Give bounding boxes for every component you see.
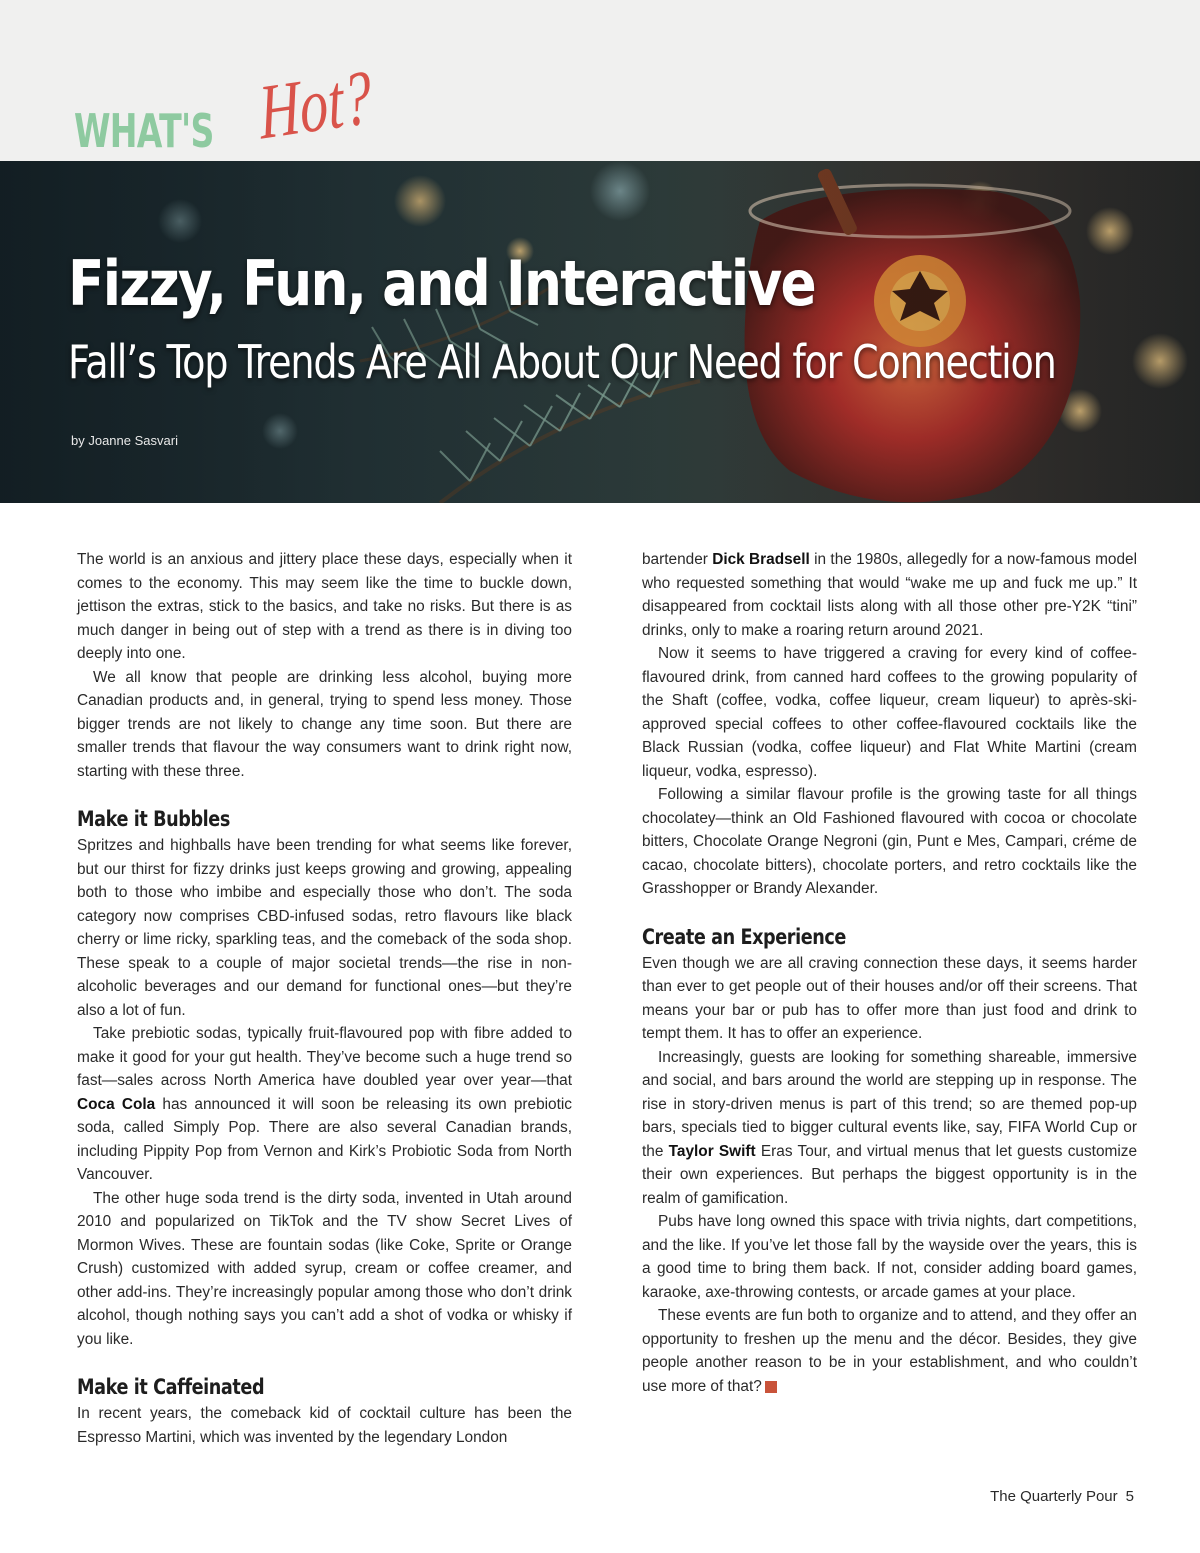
paragraph: Pubs have long owned this space with trivia nights, dart competitions, and the like. If you’ve let those fall by the wayside over the years, this is a good time to bring them back. If not, consider adding board games, karaoke, axe-throwing contests, or arcade games at your place. — [642, 1213, 1137, 1301]
right-column — [642, 548, 1137, 1398]
kicker-hot: Hot? — [256, 52, 375, 156]
paragraph: Take prebiotic sodas, typically fruit-flavoured pop with fibre added to make it good for your gut health. They’ve become such a huge trend so fast—sales across North America have doubled year over year—that Coca Cola has announced it will soon be releasing its own prebiotic soda, called Simply Pop. There are also several Canadian brands, including Pippity Pop from Vernon and Kirk’s Probiotic Soda from North Vancouver. — [77, 1025, 572, 1183]
brand-name: Coca Cola — [77, 1095, 156, 1113]
article-subtitle: Fall’s Top Trends Are All About Our Need for Connection — [68, 335, 1056, 389]
section-heading-bubbles: Make it Bubbles — [77, 807, 230, 831]
left-column — [77, 548, 572, 1449]
end-mark-icon: P — [765, 1381, 777, 1393]
section-heading-experience: Create an Experience — [642, 924, 846, 949]
hero-banner — [0, 161, 1200, 503]
paragraph: Spritzes and highballs have been trending for what seems like forever, but our thirst for fizzy drinks just keeps growing and growing, appealing both to those who imbibe and especially those who don’t. The soda category now comprises CBD-infused sodas, retro flavours like black cherry or lime ricky, sparkling teas, and the comeback of the soda shop. These speak to a couple of major societal trends—the rise in non-alcoholic beverages and our demand for functional ones—but they’re also a lot of fun. — [77, 837, 572, 1019]
hero-photo — [0, 161, 1200, 503]
paragraph: In recent years, the comeback kid of cocktail culture has been the Espresso Martini, which was invented by the legendary London — [77, 1405, 572, 1446]
kicker-whats: WHAT'S — [74, 104, 214, 158]
paragraph: These events are fun both to organize and to attend, and they offer an opportunity to freshen up the menu and the décor. Besides, they give people another reason to be in your establishment, and who couldn’t use more of that? P — [642, 1307, 1137, 1395]
paragraph: Even though we are all craving connection these days, it seems harder than ever to get people out of their houses and/or off their screens. That means your bar or pub has to offer more than just food and drink to tempt them. It has to offer an experience. — [642, 954, 1137, 1042]
byline: by Joanne Sasvari — [71, 433, 178, 448]
person-name: Taylor Swift — [668, 1142, 756, 1160]
paragraph: We all know that people are drinking less alcohol, buying more Canadian products and, in general, trying to spend less money. Those bigger trends are not likely to change any time soon. But there are smaller trends that flavour the way consumers want to drink right now, starting with these three. — [77, 668, 572, 780]
paragraph: The world is an anxious and jittery place these days, especially when it comes to the economy. This may seem like the time to buckle down, jettison the extras, stick to the basics, and take no risks. But there is as much danger in being out of step with a trend as there is in diving too deeply into one. — [77, 551, 572, 662]
paragraph: bartender Dick Bradsell in the 1980s, allegedly for a now-famous model who requested something that would “wake me up and fuck me up.” It disappeared from cocktail lists along with all those other pre-Y2K “tini” drinks, only to make a roaring return around 2021. — [642, 551, 1137, 639]
paragraph: Now it seems to have triggered a craving for every kind of coffee-flavoured drink, from canned hard coffees to the growing popularity of the Shaft (coffee, vodka, coffee liqueur, cream liqueur) to après-ski-approved special coffees to other coffee-flavoured cocktails like the Black Russian (vodka, coffee liqueur) and Flat White Martini (cream liqueur, vodka, espresso). — [642, 645, 1137, 780]
paragraph: Following a similar flavour profile is the growing taste for all things chocolatey—think an Old Fashioned flavoured with cocoa or chocolate bitters, Chocolate Orange Negroni (gin, Punt e Mes, Campari, créme de cacao, chocolate bitters), chocolate porters, and retro cocktails like the Grasshopper or Brandy Alexander. — [642, 786, 1137, 897]
page-footer — [990, 1488, 1134, 1505]
article-title: Fizzy, Fun, and Interactive — [68, 247, 815, 320]
paragraph: Increasingly, guests are looking for something shareable, immersive and social, and bars around the world are stepping up in response. The rise in story-driven menus is part of this trend; so are themed pop-up bars, specials tied to bigger cultural events like, say, FIFA World Cup or the Taylor Swift Eras Tour, and virtual menus that let guests customize their own experiences. But perhaps the biggest opportunity is in the realm of gamification. — [642, 1048, 1137, 1207]
section-heading-caffeinated: Make it Caffeinated — [77, 1375, 265, 1399]
page-number: 5 — [1125, 1488, 1134, 1505]
person-name: Dick Bradsell — [712, 551, 810, 568]
paragraph: The other huge soda trend is the dirty soda, invented in Utah around 2010 and popularized on TikTok and the TV show Secret Lives of Mormon Wives. These are fountain sodas (like Coke, Sprite or Orange Crush) customized with added syrup, cream or coffee creamer, and other add-ins. They’re increasingly popular among those who don’t drink alcohol, though nothing says you can’t add a shot of vodka or whisky if you like. — [77, 1189, 572, 1348]
publication-name: The Quarterly Pour — [990, 1488, 1118, 1505]
